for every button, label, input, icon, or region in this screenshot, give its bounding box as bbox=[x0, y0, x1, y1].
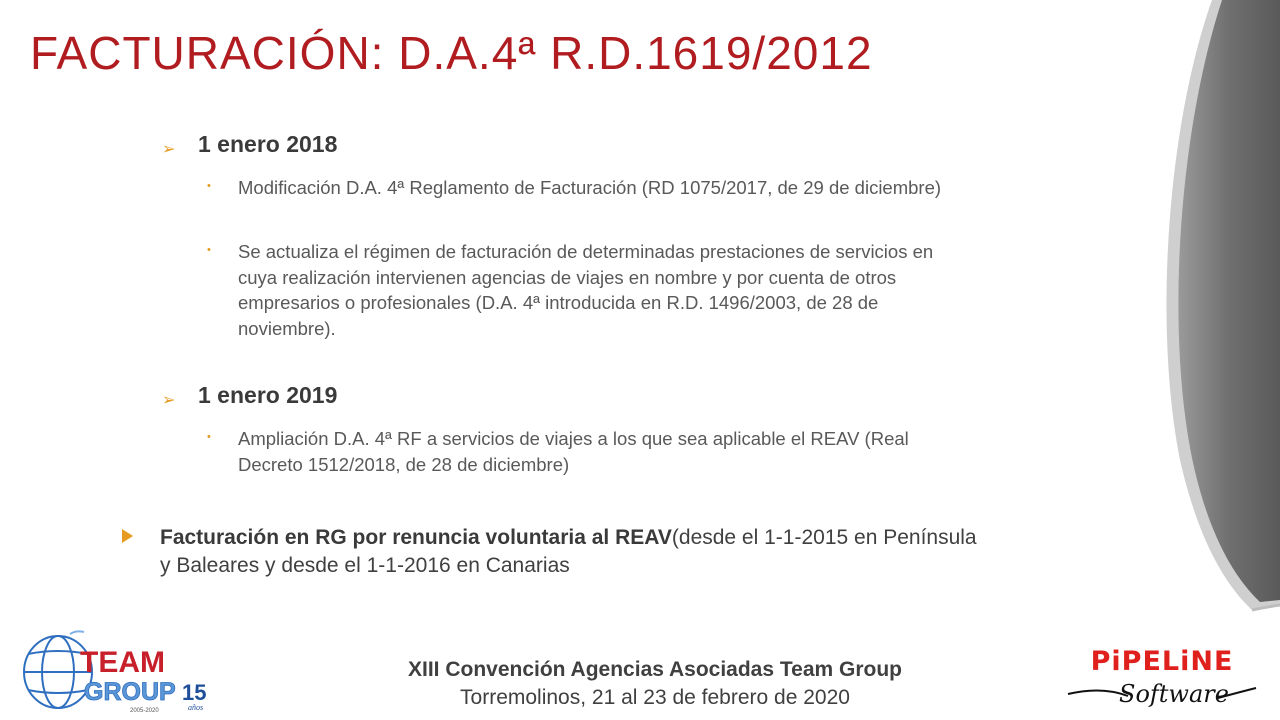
bullet-dot-icon: • bbox=[207, 180, 211, 192]
bullet-dot-icon: • bbox=[207, 431, 211, 443]
logo-word-pipeline: PiPELiNE bbox=[1090, 646, 1234, 677]
footer-location-date: Torremolinos, 21 al 23 de febrero de 2020 bbox=[460, 686, 850, 709]
section-2018-item-2: Se actualiza el régimen de facturación de determinadas prestaciones de servicios en cuya realización intervienen agencias de viajes en nombre y por cuenta de otros empresarios o profesionales (D.A. 4ª introducida en R.D. 1496/2003, de 28 de noviembre). bbox=[238, 241, 934, 339]
logo-years-label: años bbox=[188, 703, 204, 712]
logo-word-software: Software bbox=[1119, 680, 1229, 708]
footer-event-name: XIII Convención Agencias Asociadas Team Group bbox=[407, 658, 902, 681]
logo-years: 15 bbox=[182, 680, 207, 705]
section-heading-2018: 1 enero 2018 bbox=[198, 131, 338, 157]
pipeline-software-logo bbox=[1062, 642, 1262, 716]
logo-period: 2005-2020 bbox=[130, 708, 159, 714]
section-heading-2019: 1 enero 2019 bbox=[198, 382, 338, 408]
main-point bbox=[160, 524, 980, 580]
bullet-dot-icon: • bbox=[207, 244, 211, 256]
arrow-bullet-icon: ➢ bbox=[162, 392, 176, 409]
main-point-rest: (desde el 1-1-2015 en Península y Baleares y desde el 1-1-2016 en Canarias bbox=[160, 526, 977, 577]
triangle-bullet-icon bbox=[122, 529, 133, 543]
slide-title: FACTURACIÓN: D.A.4ª R.D.1619/2012 bbox=[30, 27, 873, 79]
team-group-logo bbox=[18, 628, 223, 718]
logo-word-group: GROUP bbox=[84, 678, 176, 706]
section-2018-item-1: Modificación D.A. 4ª Reglamento de Facturación (RD 1075/2017, de 29 de diciembre) bbox=[238, 177, 942, 198]
section-2019-item-1: Ampliación D.A. 4ª RF a servicios de viajes a los que sea aplicable el REAV (Real Decreto 1512/2018, de 28 de diciembre) bbox=[238, 428, 909, 475]
main-point-bold: Facturación en RG por renuncia voluntaria al REAV bbox=[160, 526, 672, 549]
arrow-bullet-icon: ➢ bbox=[162, 141, 176, 158]
logo-word-team: TEAM bbox=[80, 646, 165, 679]
decorative-curve bbox=[1160, 0, 1280, 720]
